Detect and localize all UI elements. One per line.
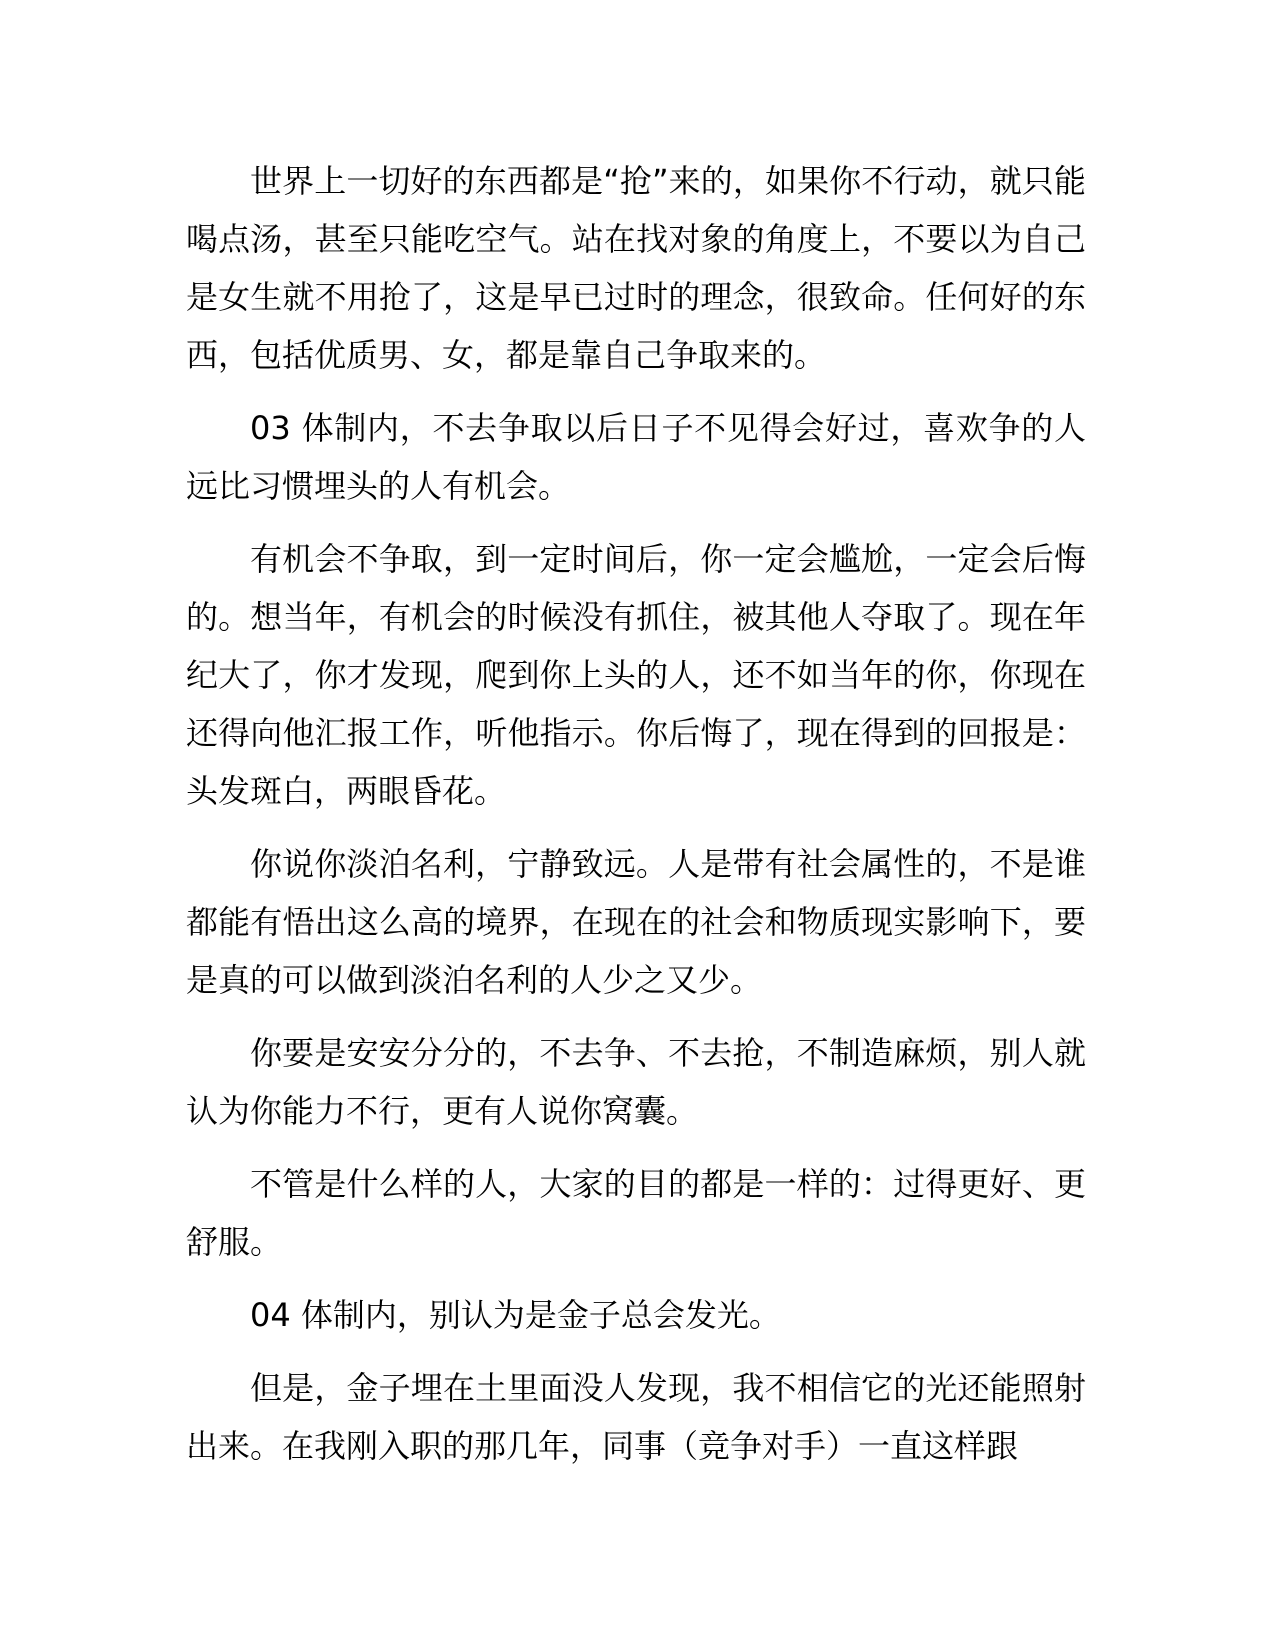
paragraph-3: 有机会不争取，到一定时间后，你一定会尴尬，一定会后悔的。想当年，有机会的时候没有抓住，被其他人夺取了。现在年纪大了，你才发现，爬到你上头的人，还不如当年的你，你现在还得向他汇报工作，听他指示。你后悔了，现在得到的回报是：头发斑白，两眼昏花。 (186, 540, 1086, 810)
paragraph-5: 你要是安安分分的，不去争、不去抢，不制造麻烦，别人就认为你能力不行，更有人说你窝囊。 (186, 1034, 1086, 1130)
paragraph-6: 不管是什么样的人，大家的目的都是一样的：过得更好、更舒服。 (186, 1165, 1086, 1261)
paragraph-8: 但是，金子埋在土里面没人发现，我不相信它的光还能照射出来。在我刚入职的那几年，同事（竞争对手）一直这样跟 (186, 1369, 1086, 1465)
paragraph-1: 世界上一切好的东西都是“抢”来的，如果你不行动，就只能喝点汤，甚至只能吃空气。站在找对象的角度上，不要以为自己是女生就不用抢了，这是早已过时的理念，很致命。任何好的东西，包括优质男、女，都是靠自己争取来的。 (186, 162, 1086, 374)
paragraph-2: 03 体制内，不去争取以后日子不见得会好过，喜欢争的人远比习惯埋头的人有机会。 (186, 409, 1086, 505)
paragraph-7: 04 体制内，别认为是金子总会发光。 (250, 1296, 781, 1334)
paragraph-4: 你说你淡泊名利，宁静致远。人是带有社会属性的，不是谁都能有悟出这么高的境界，在现在的社会和物质现实影响下，要是真的可以做到淡泊名利的人少之又少。 (186, 845, 1086, 999)
document-page (186, 152, 1086, 1490)
